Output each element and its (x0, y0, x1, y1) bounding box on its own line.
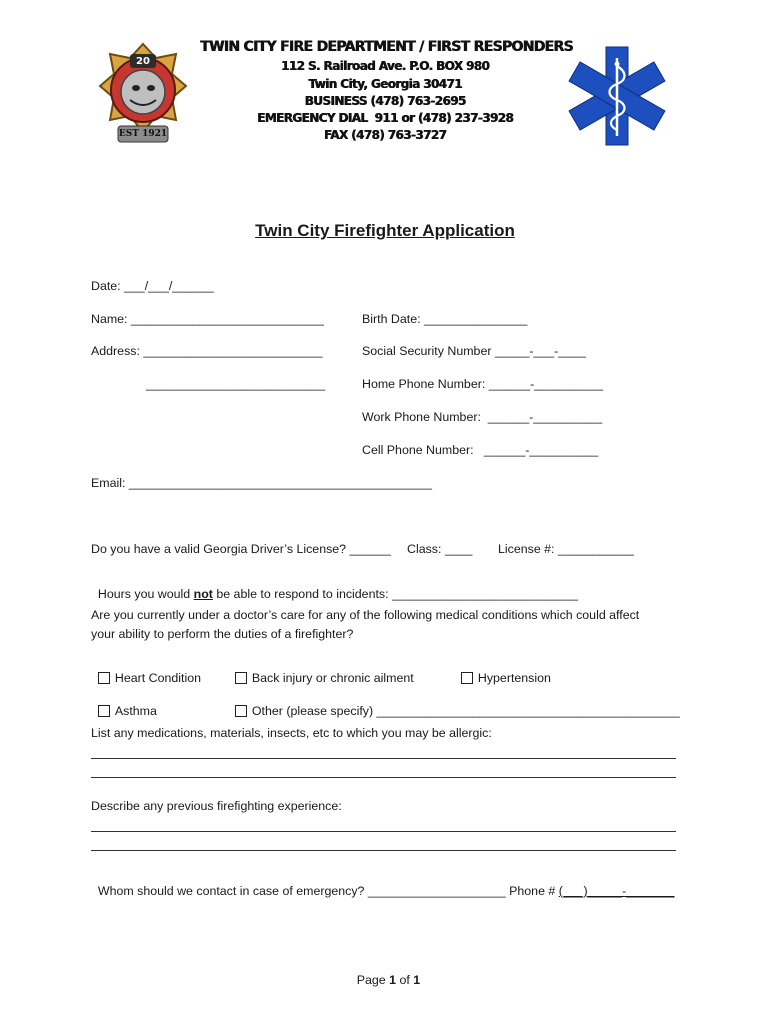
license-number-field[interactable]: License #: ___________ (498, 542, 634, 556)
hours-label-not: not (193, 587, 213, 602)
cell-phone-field[interactable]: Cell Phone Number: ______-__________ (362, 443, 599, 457)
checkbox-label: Hypertension (477, 671, 551, 686)
checkbox-square[interactable] (461, 672, 473, 684)
checkbox-square[interactable] (235, 672, 247, 684)
unavailable-hours-field[interactable] (91, 576, 578, 601)
email-field[interactable]: Email: ____________________________________________ (91, 476, 433, 490)
date-field[interactable]: Date: ___/___/______ (91, 279, 214, 293)
checkbox-square[interactable] (235, 705, 247, 717)
page-of: of (396, 973, 414, 988)
allergy-question: List any medications, materials, insects, etc to which you may be allergic: (91, 726, 492, 740)
form-title: Twin City Firefighter Application (255, 221, 515, 240)
checkbox-heart-condition[interactable] (91, 660, 201, 685)
experience-line-2[interactable] (91, 850, 676, 851)
name-field[interactable]: Name: ____________________________ (91, 312, 324, 326)
hours-label-post: be able to respond to incidents: ___________________________ (212, 587, 579, 602)
address-line-1: 112 S. Railroad Ave. P.O. BOX 980 (280, 59, 490, 73)
org-name: TWIN CITY FIRE DEPARTMENT / FIRST RESPONDERS (200, 39, 573, 55)
allergy-line-1[interactable] (91, 758, 676, 759)
emergency-phone-number[interactable]: _____-_______ (587, 884, 675, 899)
checkbox-square[interactable] (98, 705, 110, 717)
address-field[interactable]: Address: __________________________ (91, 344, 323, 358)
experience-question: Describe any previous firefighting experience: (91, 799, 342, 813)
checkbox-square[interactable] (98, 672, 110, 684)
license-class-field[interactable]: Class: ____ (407, 542, 473, 556)
emergency-contact-field[interactable] (91, 873, 675, 898)
logo-est: EST 1921 (118, 129, 168, 139)
allergy-line-2[interactable] (91, 777, 676, 778)
page-label: Page (356, 973, 390, 988)
address-line-2: Twin City, Georgia 30471 (308, 77, 462, 91)
logo-number: 20 (136, 56, 150, 67)
checkbox-hypertension[interactable] (454, 660, 551, 685)
page-total: 1 (413, 973, 421, 988)
fire-department-logo (98, 40, 188, 150)
fax-number: FAX (478) 763-3727 (323, 128, 447, 142)
page-number: 1 (389, 973, 397, 988)
address-line2-field[interactable]: __________________________ (146, 377, 326, 391)
work-phone-field[interactable]: Work Phone Number: ______-__________ (362, 410, 603, 424)
home-phone-field[interactable]: Home Phone Number: ______-__________ (362, 377, 604, 391)
medical-question-line-1: Are you currently under a doctor’s care for any of the following medical conditions which could affect (91, 608, 640, 622)
checkbox-label: Other (please specify) ____________________________________________ (251, 704, 680, 719)
checkbox-label: Heart Condition (114, 671, 201, 686)
checkbox-label: Back injury or chronic ailment (251, 671, 414, 686)
page-footer (0, 962, 770, 987)
emergency-contact-label: Whom should we contact in case of emergency? ____________________ Phone # (97, 884, 559, 899)
experience-line-1[interactable] (91, 831, 676, 832)
license-question[interactable]: Do you have a valid Georgia Driver’s License? ______ (91, 542, 391, 556)
checkbox-other[interactable] (228, 693, 680, 718)
medical-question-line-2: your ability to perform the duties of a firefighter? (91, 627, 354, 641)
star-of-life-icon (566, 45, 668, 147)
hours-label-pre: Hours you would (97, 587, 194, 602)
birth-date-field[interactable]: Birth Date: _______________ (362, 312, 528, 326)
checkbox-back-injury[interactable] (228, 660, 414, 685)
checkbox-label: Asthma (114, 704, 157, 719)
ssn-field[interactable]: Social Security Number _____-___-____ (362, 344, 586, 358)
business-phone: BUSINESS (478) 763-2695 (304, 94, 466, 108)
emergency-phone: EMERGENCY DIAL 911 or (478) 237-3928 (256, 111, 514, 125)
checkbox-asthma[interactable] (91, 693, 157, 718)
emergency-phone-area[interactable]: (___) (558, 884, 588, 899)
